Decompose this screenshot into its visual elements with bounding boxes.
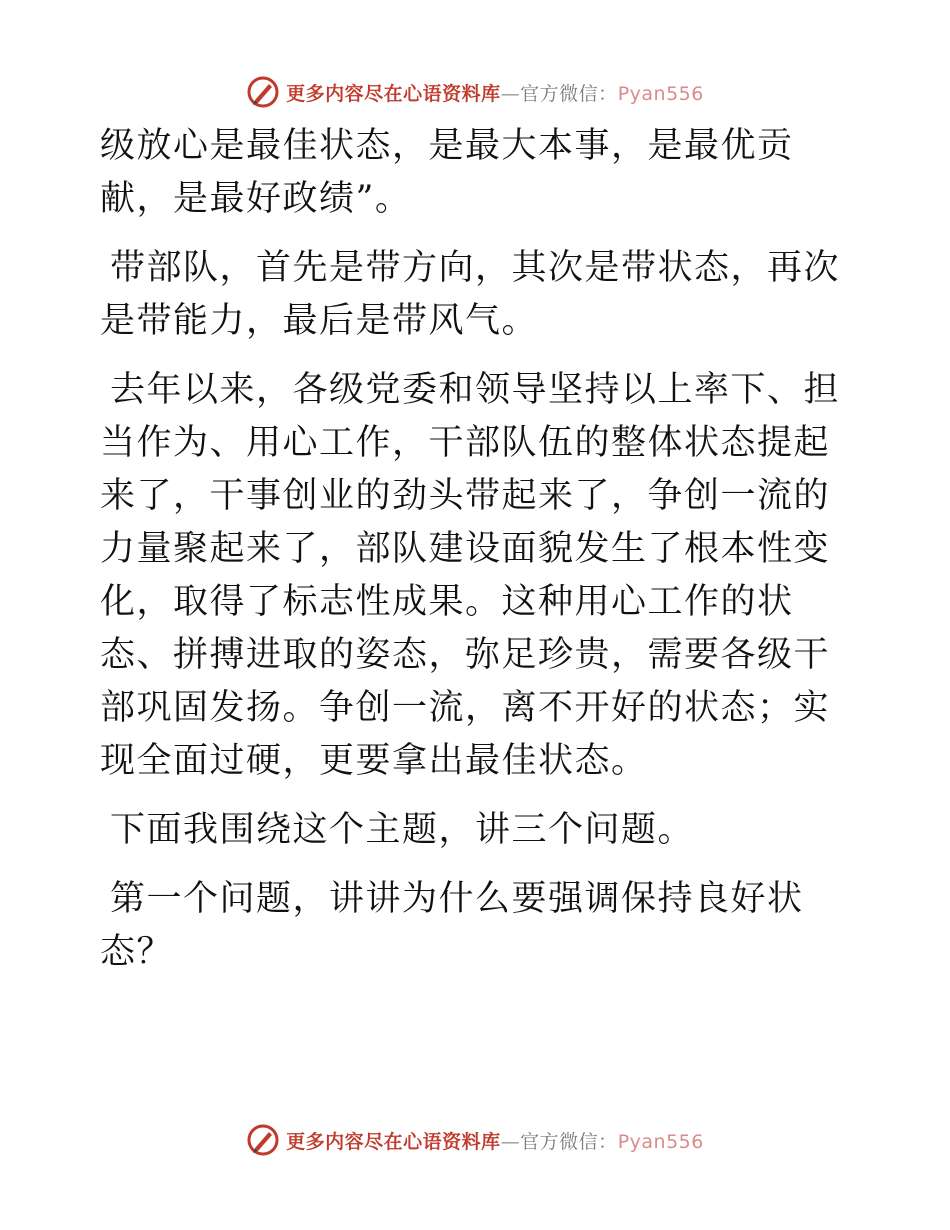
banner-wechat-id: Pyan556 — [617, 1130, 704, 1153]
paragraph-1: 级放心是最佳状态，是最大本事，是最优贡献，是最好政绩”。 — [100, 126, 794, 219]
banner-main-text: 更多内容尽在心语资料库 — [286, 1130, 501, 1153]
banner-text — [286, 79, 704, 106]
banner-label: 官方微信： — [520, 82, 618, 105]
document-body — [100, 120, 860, 995]
banner-wechat-id: Pyan556 — [617, 82, 704, 105]
banner-text — [286, 1127, 704, 1154]
paragraph-3: 去年以来，各级党委和领导坚持以上率下、担当作为、用心工作，干部队伍的整体状态提起来了，干事创业的劲头带起来了，争创一流的力量聚起来了，部队建设面貌发生了根本性变化，取得了标志性成果。这种用心工作的状态、拼搏进取的姿态，弥足珍贵，需要各级干部巩固发扬。争创一流，离不开好的状态；实现全面过硬，更要拿出最佳状态。 — [100, 370, 841, 781]
banner-separator: — — [500, 1130, 521, 1153]
banner-main-text: 更多内容尽在心语资料库 — [286, 82, 501, 105]
banner-separator: — — [500, 82, 521, 105]
pen-logo-icon — [246, 75, 280, 109]
pen-logo-icon — [246, 1123, 280, 1157]
paragraph-4: 下面我围绕这个主题，讲三个问题。 — [110, 810, 695, 850]
paragraph-5: 第一个问题，讲讲为什么要强调保持良好状态？ — [100, 879, 804, 972]
footer-banner — [0, 1120, 950, 1160]
banner-label: 官方微信： — [520, 1130, 618, 1153]
paragraph-2: 带部队，首先是带方向，其次是带状态，再次是带能力，最后是带风气。 — [100, 248, 841, 341]
header-banner — [0, 72, 950, 112]
